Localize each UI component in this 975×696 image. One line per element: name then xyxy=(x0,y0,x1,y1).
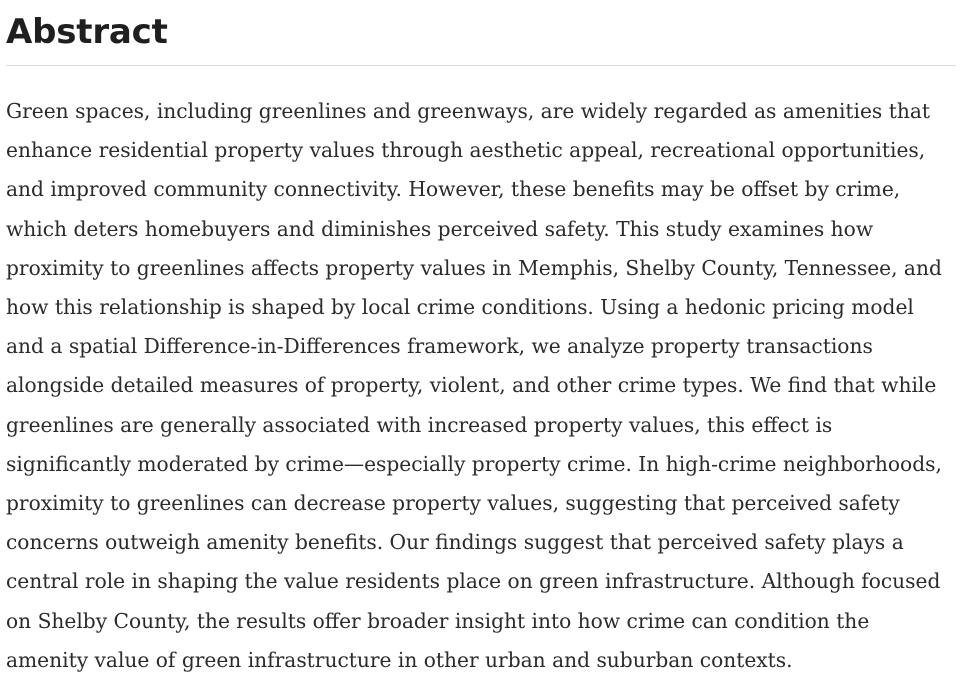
abstract-body: Green spaces, including greenlines and greenways, are widely regarded as amenities that enhance residential property values through aesthetic appeal, recreational opportunities, and improved community connectivity. However, these benefits may be offset by crime, which deters homebuyers and diminishes perceived safety. This study examines how proximity to greenlines affects property values in Memphis, Shelby County, Tennessee, and how this relationship is shaped by local crime conditions. Using a hedonic pricing model and a spatial Difference-in-Differences framework, we analyze property transactions alongside detailed measures of property, violent, and other crime types. We find that while greenlines are generally associated with increased property values, this effect is significantly moderated by crime—especially property crime. In high-crime neighborhoods, proximity to greenlines can decrease property values, suggesting that perceived safety concerns outweigh amenity benefits. Our findings suggest that perceived safety plays a central role in shaping the value residents place on green infrastructure. Although focused on Shelby County, the results offer broader insight into how crime can condition the amenity value of green infrastructure in other urban and suburban contexts. xyxy=(6,99,942,672)
abstract-heading: Abstract xyxy=(6,12,168,52)
heading-divider xyxy=(6,65,956,66)
abstract-section xyxy=(6,0,956,680)
